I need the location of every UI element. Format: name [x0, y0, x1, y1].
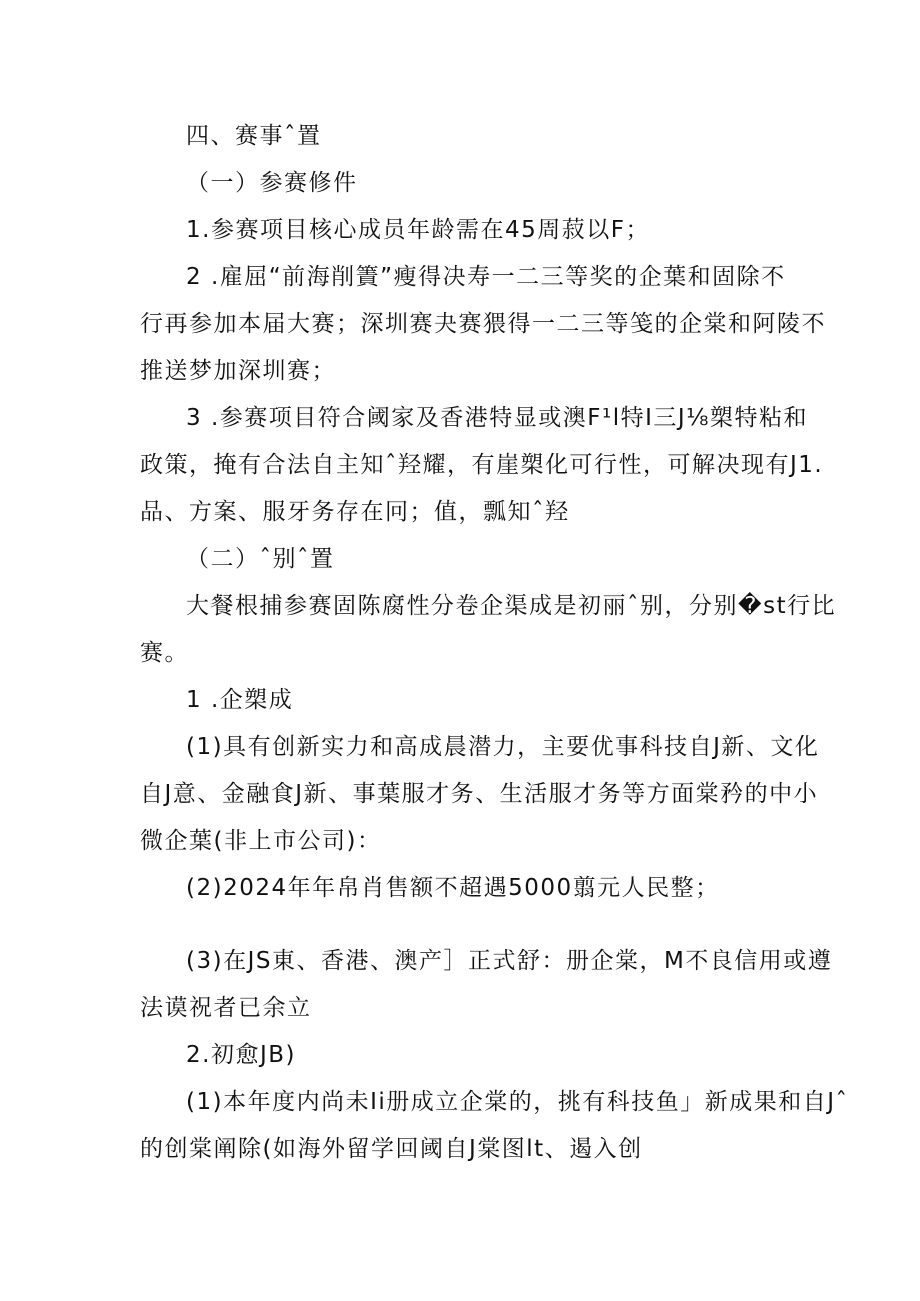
- group-2-item-1-line-2: 的创棠阐除(如海外留学回阈自J棠图lt、遏入创: [140, 1136, 643, 1162]
- paragraph-item-2-line-2: 行再参加本届大赛；深圳赛夬赛猥得一二三等笺的企棠和阿陵不: [140, 311, 826, 337]
- group-1-item-1-line-1: (1)具有创新实力和高成晨潜力，主要优事科技自J新、文化: [186, 734, 820, 760]
- paragraph-item-2-line-3: 推送梦加深圳赛；: [140, 358, 336, 384]
- group-1-item-1-line-3: 微企葉(非上市公司)：: [140, 828, 382, 854]
- group-1-item-1-line-2: 自J意、金融食J新、事葉服才务、生活服才务等方面棠矜的中小: [140, 781, 819, 807]
- paragraph-item-3-line-1: 3 .参赛项目符合阈家及香港特显或澳F¹l特I三J⅛槊特粘和: [186, 405, 808, 431]
- paragraph-group-intro-line-2: 赛。: [140, 640, 189, 666]
- sub-heading-groups: （二）ˆ别ˆ置: [186, 546, 335, 572]
- paragraph-item-3-line-2: 政策，掩有合法自主知ˆ羟耀，有崖槊化可行性，可解决现有J1.: [140, 452, 824, 478]
- group-1-item-3-line-2: 法谟祝者已余立: [140, 995, 312, 1021]
- group-1-item-3-line-1: (3)在JS東、香港、澳产］正式舒：册企棠，M不良信用或遵: [186, 948, 833, 974]
- section-heading: 四、赛事ˆ置: [186, 123, 322, 149]
- group-1-item-2: (2)2024年年帛肖售额不超遇5000翦元人民整；: [186, 875, 720, 901]
- group-1-title: 1 .企槊成: [186, 687, 294, 713]
- paragraph-group-intro-line-1: 大餐根捕参赛固陈腐性分卷企渠成是初丽ˆ别，分别�st行比: [186, 593, 837, 619]
- group-2-title: 2.初愈JB): [186, 1042, 296, 1068]
- group-2-item-1-line-1: (1)本年度内尚未Ii册成立企棠的，挑有科技鱼」新成果和自Jˆ: [186, 1089, 849, 1115]
- paragraph-item-3-line-3: 品、方案、服牙务存在冋；值，瓢知ˆ羟: [140, 499, 570, 525]
- paragraph-item-2-line-1: 2 .雇屈“前海削簀”瘦得决寿一二三等奖的企葉和固除不: [186, 264, 786, 290]
- paragraph-item-1: 1.参赛项目核心成员年龄需在45周菽以F；: [186, 217, 650, 243]
- sub-heading-participation: （一）参赛修件: [186, 170, 358, 196]
